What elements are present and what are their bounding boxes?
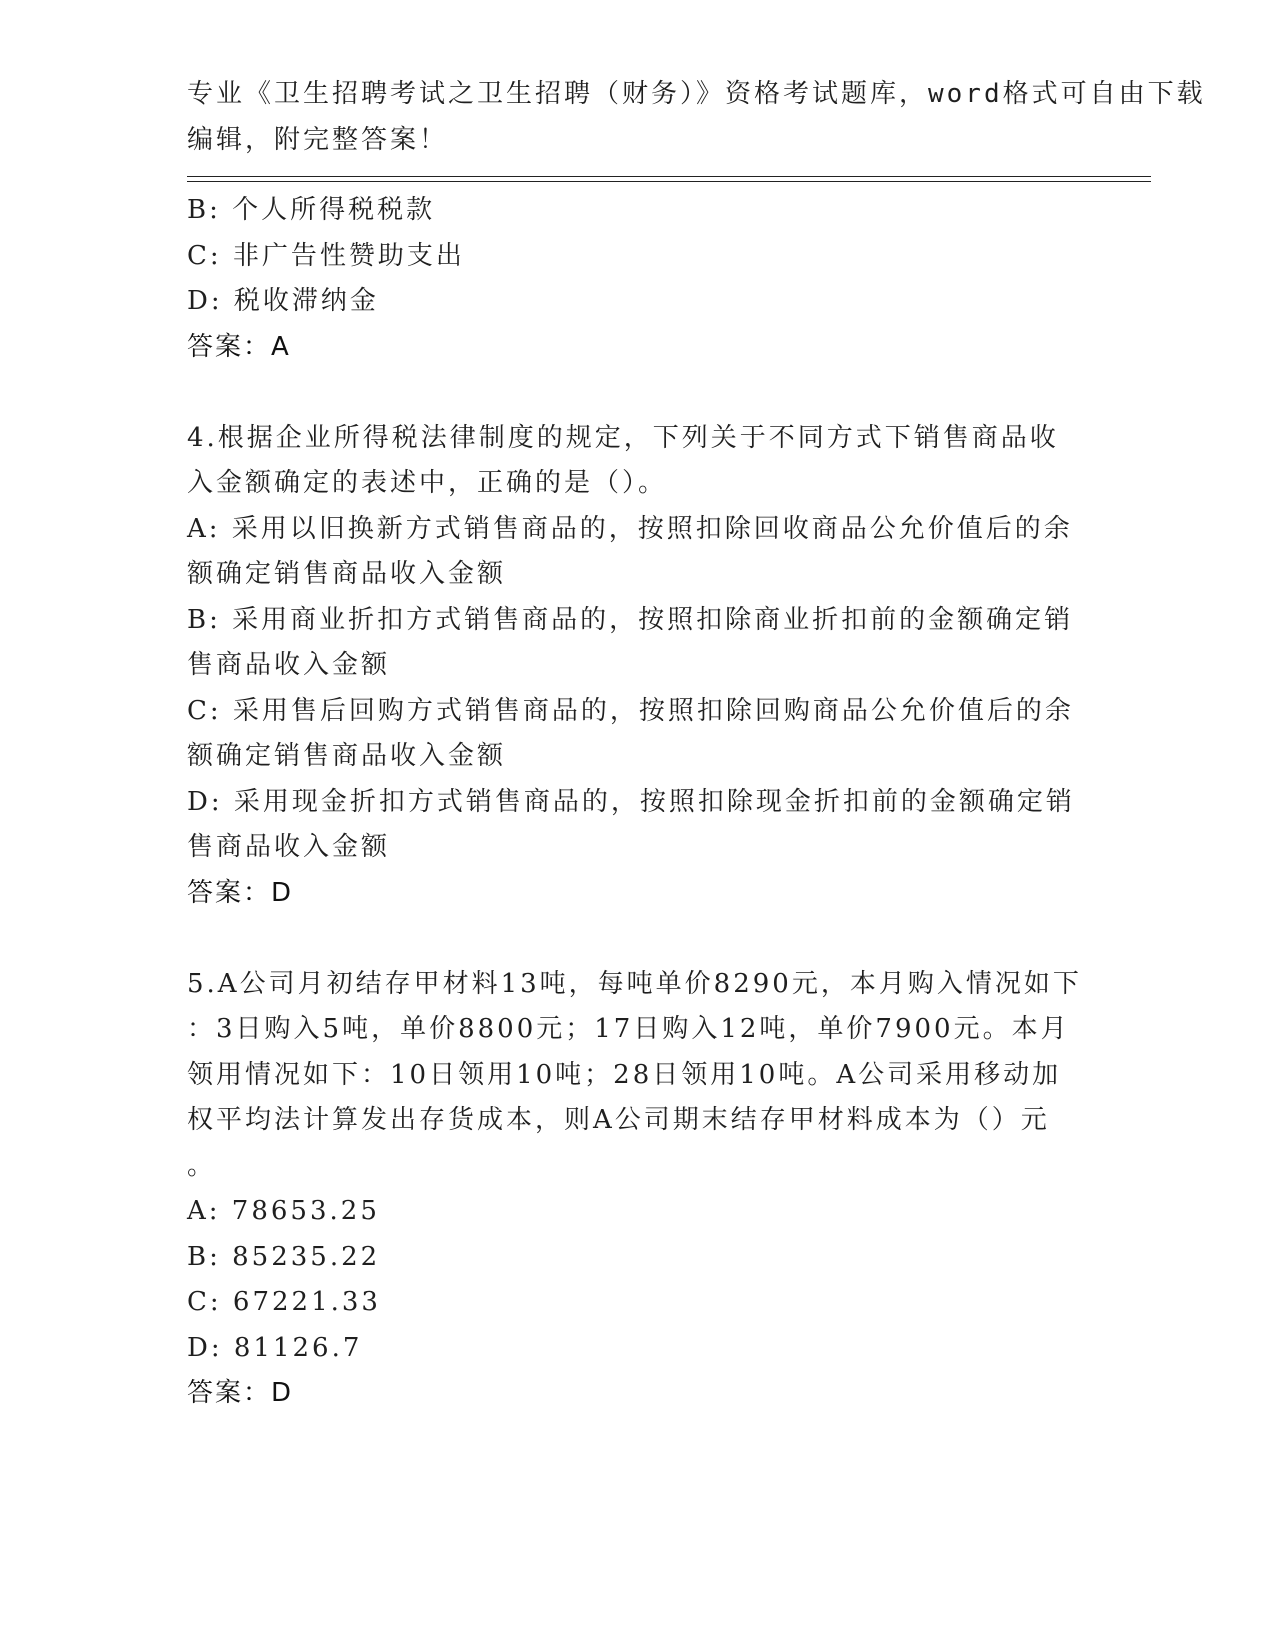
q4-option-d-line-1: D: 采用现金折扣方式销售商品的，按照扣除现金折扣前的金额确定销 [187, 786, 1075, 817]
q4-option-a-line-2: 额确定销售商品收入金额 [187, 559, 507, 589]
question-5 [187, 962, 1087, 1417]
q5-option-b: B: 85235.22 [187, 1241, 381, 1272]
q4-stem-line-2: 入金额确定的表述中，正确的是（）。 [187, 468, 668, 498]
q5-stem-line-2: ：3日购入5吨，单价8800元；17日购入12吨，单价7900元。本月 [187, 1014, 1070, 1044]
q5-option-d: D: 81126.7 [187, 1332, 363, 1363]
q5-stem-line-4: 权平均法计算发出存货成本，则A公司期末结存甲材料成本为（）元 [187, 1105, 1050, 1135]
q5-answer: 答案：D [187, 1378, 294, 1408]
q5-option-c: C: 67221.33 [187, 1287, 381, 1317]
q5-stem-line-1: 5.A公司月初结存甲材料13吨，每吨单价8290元，本月购入情况如下 [187, 968, 1082, 999]
q3-answer: 答案：A [187, 331, 291, 362]
q5-stem-line-5: 。 [187, 1150, 217, 1181]
question-3-continued [187, 188, 1087, 370]
document-body [187, 188, 1087, 1417]
q3-option-b: B: 个人所得税税款 [187, 195, 436, 225]
q4-option-b-line-2: 售商品收入金额 [187, 650, 391, 680]
q4-option-c-line-2: 额确定销售商品收入金额 [187, 741, 507, 771]
header-divider-bottom [187, 181, 1151, 182]
q3-option-d: D: 税收滞纳金 [187, 286, 379, 316]
header-line-2: 编辑，附完整答案！ [187, 124, 449, 155]
q4-option-d-line-2: 售商品收入金额 [187, 832, 391, 862]
document-header [187, 72, 1206, 163]
q5-stem-line-3: 领用情况如下：10日领用10吨；28日领用10吨。A公司采用移动加 [187, 1059, 1062, 1090]
q4-option-b-line-1: B: 采用商业折扣方式销售商品的，按照扣除商业折扣前的金额确定销 [187, 604, 1074, 635]
q5-option-a: A: 78653.25 [187, 1196, 380, 1226]
q3-option-c: C: 非广告性赞助支出 [187, 240, 465, 271]
q4-answer: 答案：D [187, 877, 294, 908]
question-4 [187, 416, 1087, 917]
q4-option-a-line-1: A: 采用以旧换新方式销售商品的，按照扣除回收商品公允价值后的余 [187, 513, 1073, 544]
spacer [187, 370, 1087, 416]
q4-option-c-line-1: C: 采用售后回购方式销售商品的，按照扣除回购商品公允价值后的余 [187, 695, 1074, 726]
header-divider-top [187, 176, 1151, 177]
header-line-1: 专业《卫生招聘考试之卫生招聘（财务）》资格考试题库，word格式可自由下载 [187, 79, 1206, 109]
spacer [187, 916, 1087, 962]
q4-stem-line-1: 4.根据企业所得税法律制度的规定，下列关于不同方式下销售商品收 [187, 422, 1059, 453]
